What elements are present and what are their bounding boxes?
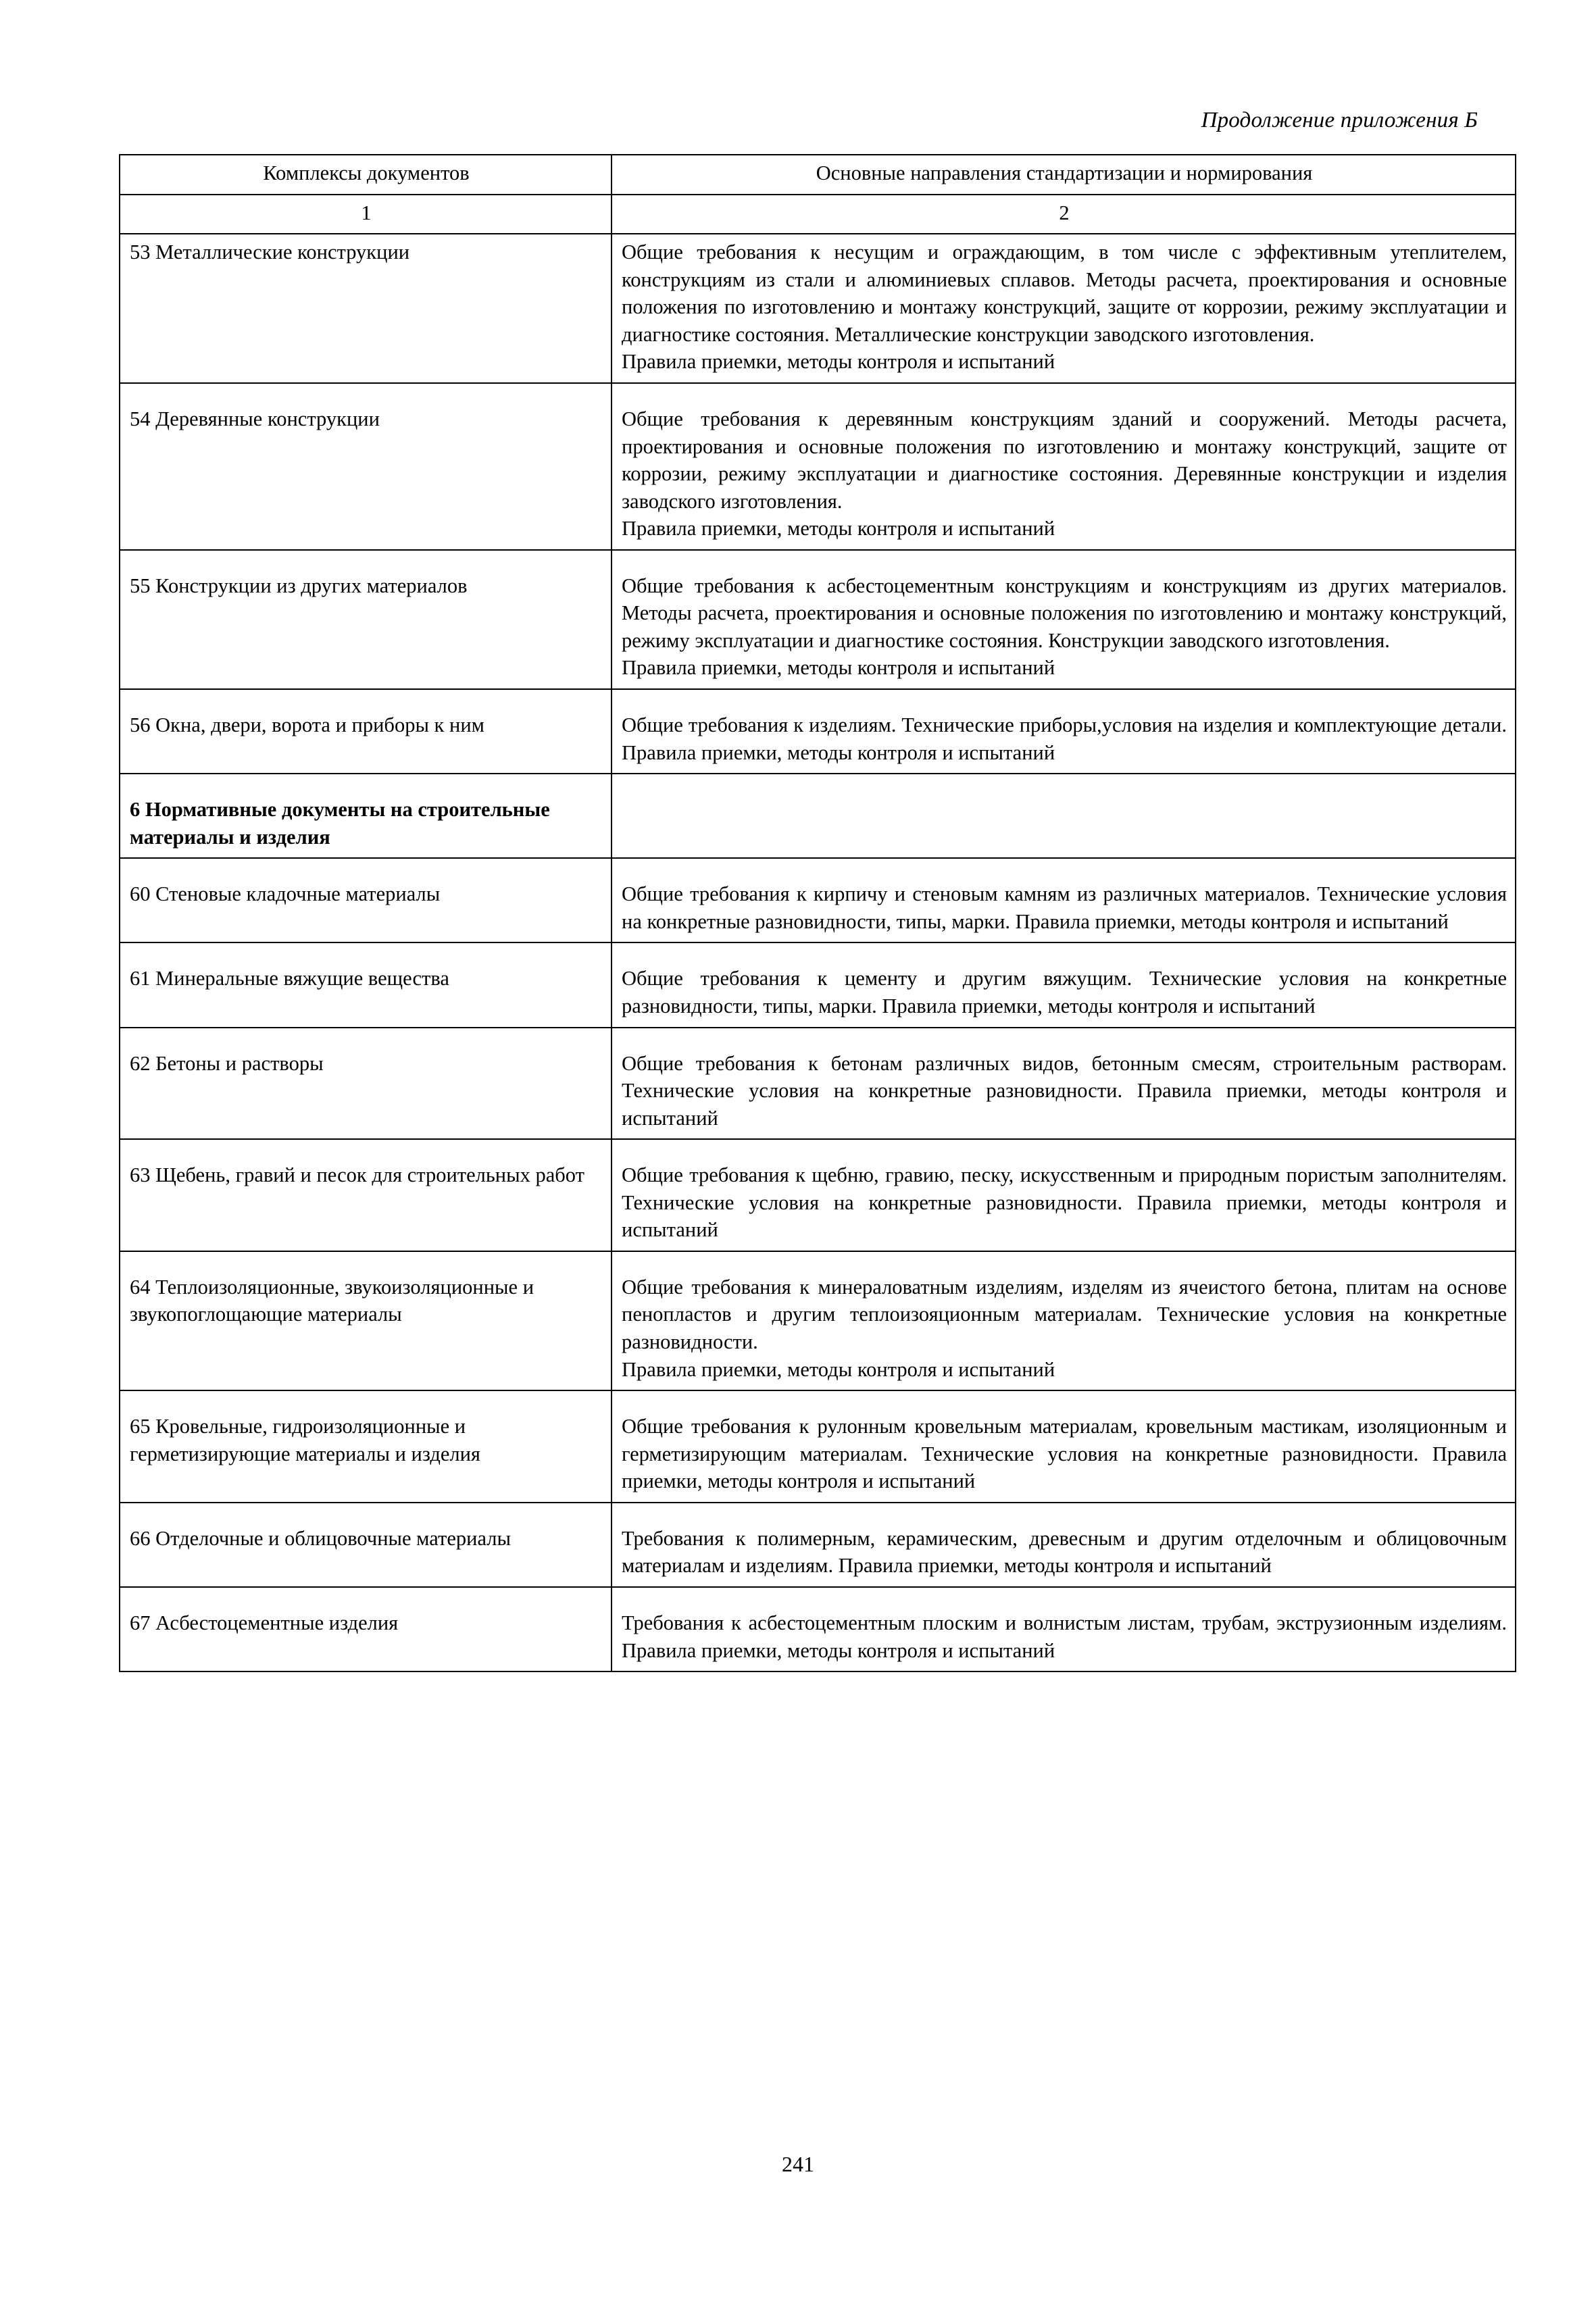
direction-cell xyxy=(612,1028,1516,1140)
column-number-2: 2 xyxy=(612,195,1516,234)
complex-name-cell xyxy=(120,689,612,774)
page-number: 241 xyxy=(782,2152,814,2176)
direction-cell xyxy=(612,1139,1516,1251)
table-row xyxy=(120,858,1516,942)
table-row xyxy=(120,383,1516,550)
table-section-row xyxy=(120,774,1516,858)
complex-name-cell xyxy=(120,383,612,550)
table-row xyxy=(120,942,1516,1027)
section-empty-cell xyxy=(612,774,1516,858)
table-row xyxy=(120,1390,1516,1503)
complex-name-cell xyxy=(120,1503,612,1587)
table-row xyxy=(120,689,1516,774)
direction-text-2: Правила приемки, методы контроля и испытаний xyxy=(622,656,1055,680)
complex-name-text: 66 Отделочные и облицовочные материалы xyxy=(130,1526,511,1550)
column-number-1: 1 xyxy=(120,195,612,234)
table-row xyxy=(120,1503,1516,1587)
complex-name-cell xyxy=(120,1028,612,1140)
complex-name-text: 62 Бетоны и растворы xyxy=(130,1051,324,1075)
direction-text: Общие требования к несущим и ограждающим, в том числе с эффективным утеплителем, конструкциям из стали и алюминиевых сплавов. Методы расчета, проектирования и основные положения по изготовлению и монтажу конструкций, защите от коррозии, режиму эксплуатации и диагностике состояния. Металлические конструкции заводского изготовления. xyxy=(622,241,1507,346)
table-column-number-row xyxy=(120,195,1516,234)
complex-name-text: 63 Щебень, гравий и песок для строительных работ xyxy=(130,1163,584,1187)
complex-name-text: 67 Асбестоцементные изделия xyxy=(130,1611,399,1634)
direction-text: Общие требования к деревянным конструкциям зданий и сооружений. Методы расчета, проектирования и основные положения по изготовлению и монтажу конструкций, защите от коррозии, режиму эксплуатации и диагностике состояния. Деревянные конструкции и изделия заводского изготовления. xyxy=(622,407,1507,513)
direction-cell xyxy=(612,383,1516,550)
complex-name-text: 55 Конструкции из других материалов xyxy=(130,574,468,597)
column-header-1: Комплексы документов xyxy=(120,155,612,195)
complex-name-cell xyxy=(120,550,612,689)
direction-cell xyxy=(612,1503,1516,1587)
complex-name-text: 53 Металлические конструкции xyxy=(130,241,410,264)
section-heading-cell xyxy=(120,774,612,858)
direction-text: Требования к асбестоцементным плоским и волнистым листам, трубам, экструзионным изделиям. Правила приемки, методы контроля и испытаний xyxy=(622,1611,1507,1662)
direction-text: Требования к полимерным, керамическим, древесным и другим отделочным и облицовочным материалам и изделиям. Правила приемки, методы контроля и испытаний xyxy=(622,1526,1507,1578)
standards-table xyxy=(119,154,1516,1672)
direction-text: Общие требования к бетонам различных видов, бетонным смесям, строительным растворам. Технические условия на конкретные разновидности. Правила приемки, методы контроля и испытаний xyxy=(622,1051,1507,1130)
table-row xyxy=(120,1251,1516,1390)
page-header-note: Продолжение приложения Б xyxy=(1201,108,1478,132)
complex-name-text: 65 Кровельные, гидроизоляционные и герметизирующие материалы и изделия xyxy=(130,1415,480,1465)
complex-name-cell xyxy=(120,1251,612,1390)
section-heading-text: 6 Нормативные документы на строительные материалы и изделия xyxy=(130,798,550,849)
complex-name-cell xyxy=(120,858,612,942)
direction-cell xyxy=(612,234,1516,383)
direction-text: Общие требования к минераловатным изделиям, изделям из ячеистого бетона, плитам на основе пенопластов и другим теплоизояционным материалам. Технические условия на конкретные разновидности. xyxy=(622,1275,1507,1353)
complex-name-text: 64 Теплоизоляционные, звукоизоляционные и звукопоглощающие материалы xyxy=(130,1275,534,1326)
complex-name-cell xyxy=(120,942,612,1027)
direction-text: Общие требования к кирпичу и стеновым камням из различных материалов. Технические условия на конкретные разновидности, типы, марки. Правила приемки, методы контроля и испытаний xyxy=(622,882,1507,933)
table-row xyxy=(120,234,1516,383)
table-row xyxy=(120,1139,1516,1251)
column-header-2: Основные направления стандартизации и нормирования xyxy=(612,155,1516,195)
direction-text-2: Правила приемки, методы контроля и испытаний xyxy=(622,350,1055,374)
complex-name-text: 61 Минеральные вяжущие вещества xyxy=(130,967,449,990)
direction-cell xyxy=(612,550,1516,689)
direction-text: Общие требования к цементу и другим вяжущим. Технические условия на конкретные разновидности, типы, марки. Правила приемки, методы контроля и испытаний xyxy=(622,967,1507,1017)
direction-text-2: Правила приемки, методы контроля и испытаний xyxy=(622,1357,1055,1381)
direction-cell xyxy=(612,1390,1516,1503)
direction-text-2: Правила приемки, методы контроля и испытаний xyxy=(622,517,1055,540)
direction-text: Общие требования к рулонным кровельным материалам, кровельным мастикам, изоляционным и герметизирующим материалам. Технические условия на конкретные разновидности. Правила приемки, методы контроля и испытаний xyxy=(622,1415,1507,1493)
direction-cell xyxy=(612,1251,1516,1390)
complex-name-text: 56 Окна, двери, ворота и приборы к ним xyxy=(130,713,484,736)
direction-text: Общие требования к щебню, гравию, песку, искусственным и природным пористым заполнителям. Технические условия на конкретные разновидности. Правила приемки, методы контроля и испытаний xyxy=(622,1163,1507,1242)
direction-cell xyxy=(612,942,1516,1027)
direction-cell xyxy=(612,858,1516,942)
table-row xyxy=(120,550,1516,689)
complex-name-text: 54 Деревянные конструкции xyxy=(130,407,380,430)
direction-cell xyxy=(612,1587,1516,1671)
complex-name-cell xyxy=(120,1390,612,1503)
complex-name-cell xyxy=(120,1139,612,1251)
complex-name-cell xyxy=(120,1587,612,1671)
table-row xyxy=(120,1028,1516,1140)
table-header-row xyxy=(120,155,1516,195)
table-row xyxy=(120,1587,1516,1671)
complex-name-cell xyxy=(120,234,612,383)
direction-cell xyxy=(612,689,1516,774)
complex-name-text: 60 Стеновые кладочные материалы xyxy=(130,882,441,906)
direction-text: Общие требования к асбестоцементным конструкциям и конструкциям из других материалов. Методы расчета, проектирования и основные положения по изготовлению и монтажу конструкций, режиму эксплуатации и диагностике состояния. Конструкции заводского изготовления. xyxy=(622,574,1507,652)
direction-text: Общие требования к изделиям. Технические приборы,условия на изделия и комплектующие детали. Правила приемки, методы контроля и испытаний xyxy=(622,713,1507,764)
